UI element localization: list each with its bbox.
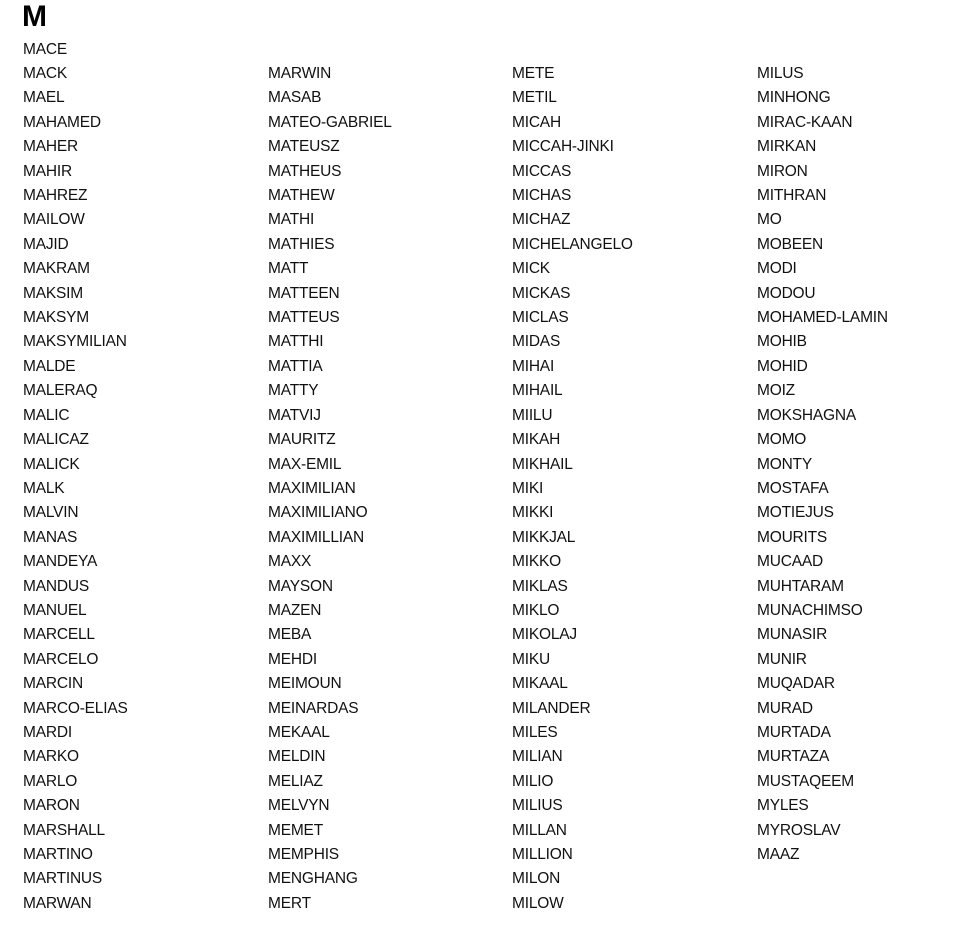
name-entry: MARON (23, 797, 80, 815)
name-entry: MALICK (23, 455, 80, 473)
name-entry: MARCO-ELIAS (23, 699, 128, 717)
name-entry: MELDIN (268, 748, 326, 766)
name-entry: MARKO (23, 748, 79, 766)
name-entry: MOHID (757, 357, 808, 375)
name-entry: MIKAH (512, 431, 561, 449)
name-entry: MEINARDAS (268, 699, 359, 717)
name-entry: MIKHAIL (512, 455, 573, 473)
name-entry: MATTEEN (268, 284, 340, 302)
name-entry: MARSHALL (23, 821, 105, 839)
name-entry: MAKSYMILIAN (23, 333, 127, 351)
name-entry: MALDE (23, 357, 76, 375)
name-entry: MICHAZ (512, 211, 571, 229)
name-entry: MENGHANG (268, 870, 358, 888)
name-entry: MATHEUS (268, 162, 342, 180)
name-entry: MOIZ (757, 382, 795, 400)
name-entry: MICHAS (512, 187, 572, 205)
name-entry: MAXIMILIAN (268, 479, 356, 497)
name-entry: MAXIMILLIAN (268, 528, 364, 546)
name-entry: MIKOLAJ (512, 626, 577, 644)
name-entry: MATTY (268, 382, 319, 400)
name-entry: MIKKJAL (512, 528, 576, 546)
name-entry: METIL (512, 89, 557, 107)
name-entry: MITHRAN (757, 187, 827, 205)
name-entry: MODOU (757, 284, 816, 302)
name-entry: MIDAS (512, 333, 561, 351)
name-entry: MIHAIL (512, 382, 563, 400)
name-entry: MILOW (512, 894, 564, 912)
name-entry: MARTINUS (23, 870, 103, 888)
name-entry: MICK (512, 260, 550, 278)
name-entry: MUNACHIMSO (757, 601, 863, 619)
name-entry: MIKI (512, 479, 544, 497)
name-entry: MAKSYM (23, 309, 89, 327)
name-entry: MYROSLAV (757, 821, 841, 839)
name-entry: MYLES (757, 797, 809, 815)
name-entry: MILLAN (512, 821, 567, 839)
name-entry: MOHIB (757, 333, 807, 351)
name-entry: MATT (268, 260, 309, 278)
name-entry: MIKKI (512, 504, 554, 522)
name-entry: MALIC (23, 406, 70, 424)
name-entry: MAXIMILIANO (268, 504, 368, 522)
name-entry: MIKAAL (512, 675, 568, 693)
name-entry: MODI (757, 260, 797, 278)
name-entry: MAHAMED (23, 113, 101, 131)
name-entry: MEMET (268, 821, 323, 839)
name-entry: MELVYN (268, 797, 330, 815)
name-entry: MIRKAN (757, 138, 817, 156)
name-entry: MAHER (23, 138, 78, 156)
name-entry: MAILOW (23, 211, 85, 229)
name-entry: MERT (268, 894, 311, 912)
name-entry: MARWAN (23, 894, 92, 912)
name-entry: MIKKO (512, 553, 561, 571)
name-column-3 (512, 62, 633, 916)
name-entry: MIKU (512, 650, 550, 668)
name-entry: MALVIN (23, 504, 79, 522)
name-column-4 (757, 62, 888, 867)
name-entry: MARCELO (23, 650, 99, 668)
name-entry: MATTIA (268, 357, 323, 375)
name-entry: MUNIR (757, 650, 807, 668)
name-entry: MARLO (23, 772, 78, 790)
name-entry: MEIMOUN (268, 675, 342, 693)
name-entry: MIRAC-KAAN (757, 113, 853, 131)
name-entry: MARWIN (268, 65, 332, 82)
name-entry: MOKSHAGNA (757, 406, 856, 424)
name-entry: MATHIES (268, 235, 335, 253)
name-entry: MAJID (23, 235, 69, 253)
name-entry: MOTIEJUS (757, 504, 834, 522)
name-entry: MILIO (512, 772, 554, 790)
name-column-1 (23, 62, 128, 916)
name-entry: MEHDI (268, 650, 317, 668)
name-entry: MAX-EMIL (268, 455, 342, 473)
name-entry: MILON (512, 870, 561, 888)
name-entry: MANDUS (23, 577, 89, 595)
name-entry: MAYSON (268, 577, 333, 595)
name-entry: MARDI (23, 723, 72, 741)
name-entry: MOHAMED-LAMIN (757, 309, 888, 327)
name-entry: MIHAI (512, 357, 555, 375)
name-entry: MUNASIR (757, 626, 828, 644)
name-entry: MIILU (512, 406, 553, 424)
name-entry: MASAB (268, 89, 322, 107)
name-entry: MATTEUS (268, 309, 340, 327)
name-entry: MAZEN (268, 601, 322, 619)
name-entry: MILIUS (512, 797, 563, 815)
name-entry: MIRON (757, 162, 808, 180)
name-entry: MAXX (268, 553, 312, 571)
name-entry: MARCIN (23, 675, 83, 693)
name-entry: MEMPHIS (268, 846, 339, 863)
name-entry: MEKAAL (268, 723, 330, 741)
name-entry: MANUEL (23, 601, 87, 619)
name-entry: MAHREZ (23, 187, 88, 205)
name-entry: MOBEEN (757, 235, 823, 253)
name-entry: MAKSIM (23, 284, 83, 302)
name-entry: MUHTARAM (757, 577, 844, 595)
name-entry: MARTINO (23, 846, 93, 863)
name-entry: MATEUSZ (268, 138, 340, 156)
name-entry: MARCELL (23, 626, 95, 644)
name-entry: MO (757, 211, 782, 229)
name-entry: MIKLO (512, 601, 560, 619)
name-entry: MICHELANGELO (512, 235, 633, 253)
name-entry: MUSTAQEEM (757, 772, 854, 790)
name-entry: MATTHI (268, 333, 324, 351)
name-entry: MICAH (512, 113, 561, 131)
name-entry: MATEO-GABRIEL (268, 113, 392, 131)
name-entry: MAAZ (757, 846, 800, 863)
name-entry: MICKAS (512, 284, 571, 302)
name-entry: MEBA (268, 626, 312, 644)
name-entry: MELIAZ (268, 772, 323, 790)
name-entry: MILES (512, 723, 558, 741)
name-entry: MOURITS (757, 528, 828, 546)
name-entry: MURAD (757, 699, 813, 717)
name-entry: MURTAZA (757, 748, 830, 766)
name-entry: MACK (23, 65, 67, 82)
name-entry: MALICAZ (23, 431, 89, 449)
name-entry: MAEL (23, 89, 65, 107)
name-entry: MINHONG (757, 89, 831, 107)
name-entry: MICLAS (512, 309, 569, 327)
name-entry: MALK (23, 479, 65, 497)
name-entry: MILLION (512, 846, 573, 863)
name-entry: MIKLAS (512, 577, 568, 595)
first-name-entry: MACE (23, 41, 67, 58)
name-entry: MUCAAD (757, 553, 823, 571)
name-entry: MILANDER (512, 699, 591, 717)
name-column-2 (268, 62, 392, 916)
name-entry: MAURITZ (268, 431, 336, 449)
name-entry: MAHIR (23, 162, 72, 180)
name-entry: MANAS (23, 528, 78, 546)
name-entry: MICCAH-JINKI (512, 138, 614, 156)
name-entry: MOMO (757, 431, 807, 449)
name-entry: MILIAN (512, 748, 563, 766)
name-entry: MUQADAR (757, 675, 835, 693)
section-letter-heading: M (22, 0, 47, 33)
name-entry: MATHI (268, 211, 315, 229)
name-entry: MALERAQ (23, 382, 98, 400)
name-entry: MATVIJ (268, 406, 321, 424)
name-entry: MOSTAFA (757, 479, 829, 497)
name-entry: MURTADA (757, 723, 831, 741)
name-entry: MATHEW (268, 187, 335, 205)
name-entry: METE (512, 65, 555, 82)
name-entry: MILUS (757, 65, 804, 82)
name-entry: MICCAS (512, 162, 572, 180)
name-entry: MANDEYA (23, 553, 98, 571)
name-entry: MONTY (757, 455, 812, 473)
name-entry: MAKRAM (23, 260, 90, 278)
